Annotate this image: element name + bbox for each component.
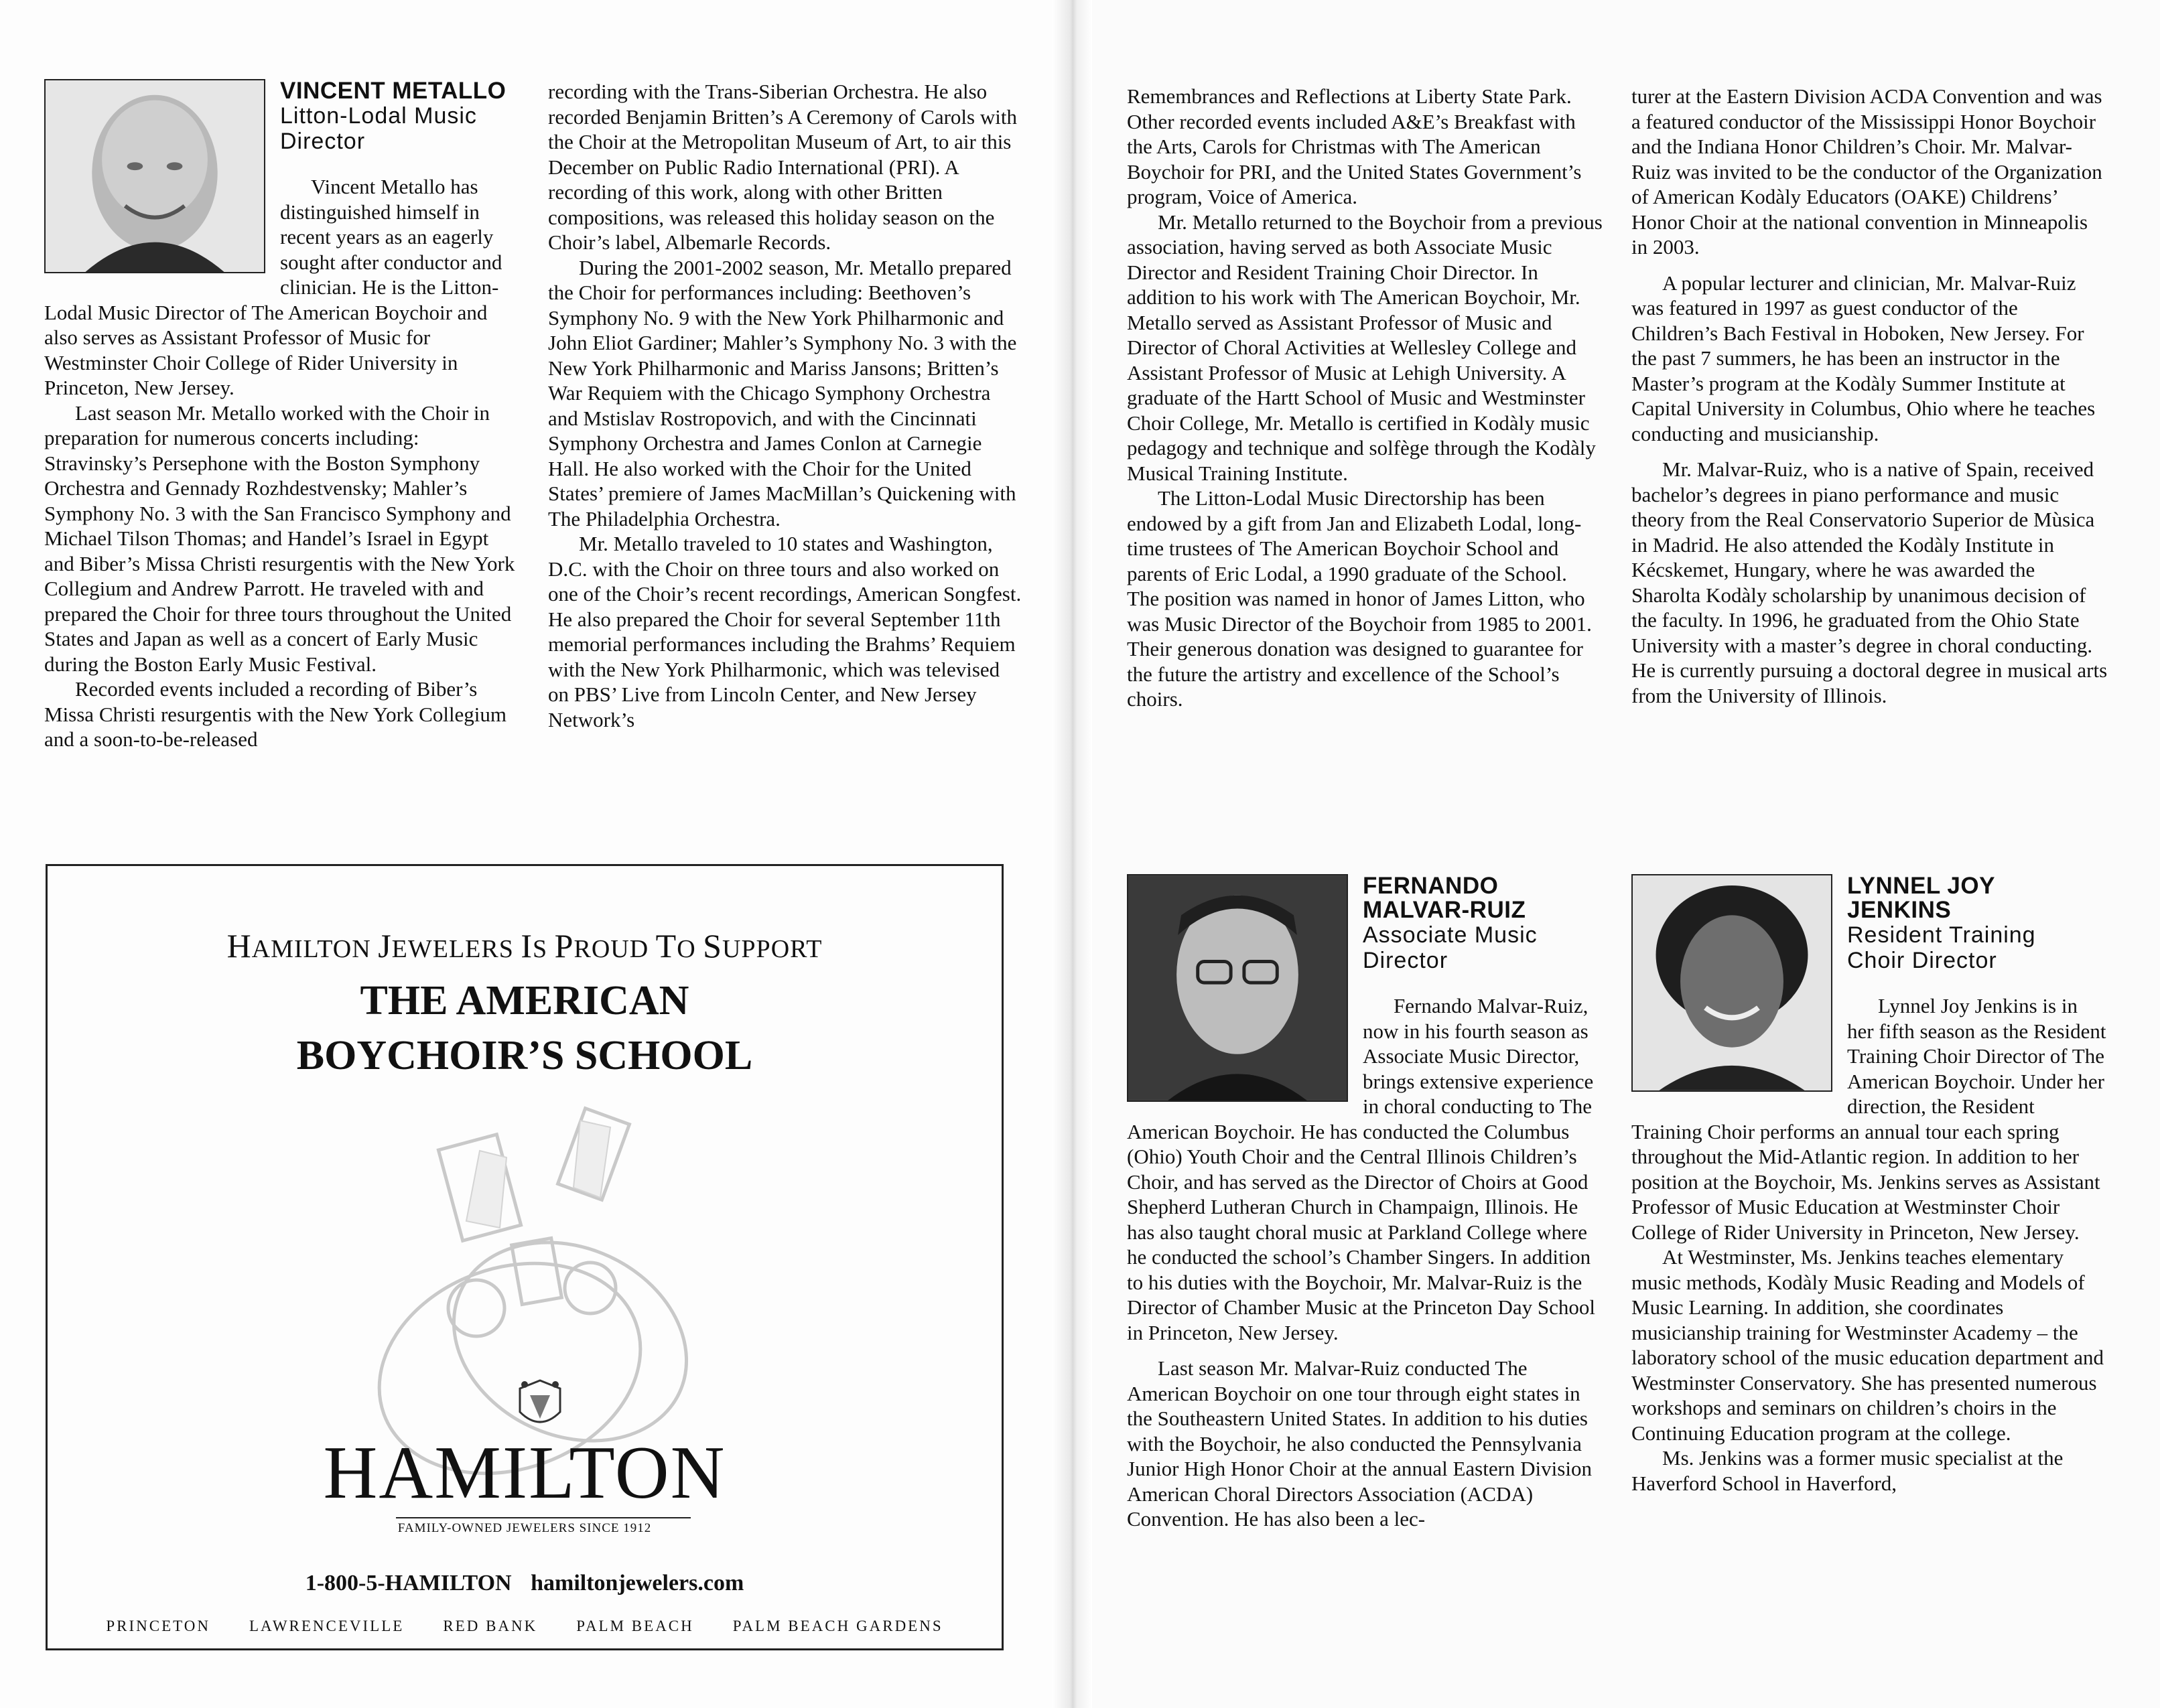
ad-brand-name: HAMILTON [323, 1431, 726, 1514]
jenkins-role-line-2: Choir Director [1847, 948, 1997, 973]
ad-h1-j: O [677, 935, 703, 963]
malvar-para-2: Last season Mr. Malvar-Ruiz conducted The American Boychoir on one tour through eight states in the Southeastern United States. In addition to his duties with the Boychoir, he also conducted the Pennsylvania Junior High Honor Choir at the annual Eastern Division American Choral Directors Association (ACDA) Convention. He has also been a lec- [1127, 1356, 1592, 1531]
portrait-image [46, 80, 264, 272]
malvar-para-5: Mr. Malvar-Ruiz, who is a native of Spain, received bachelor’s degrees in piano performance and music theory from the Real Conservatorio Superior de Mùsica in Madrid. He also attended the Kodàly Institute in Kécskemet, Hungary, where he was awarded the Sharolta Kodàly scholarship by unanimous decision of the faculty. In 1996, he graduated from the Ohio State University with a master’s degree in choral conducting. He is currently pursuing a doctoral degree in musical arts from the University of Illinois. [1631, 457, 2108, 707]
malvar-column [1127, 874, 1604, 1532]
metallo-name: VINCENT METALLO [280, 78, 507, 104]
jenkins-para-3: Ms. Jenkins was a former music specialist at the Haverford School in Haverford, [1631, 1446, 2064, 1495]
metallo-para-2: Last season Mr. Metallo worked with the Choir in preparation for numerous concerts including: Stravinsky’s Persephone with the Boston Symphony Orchestra and Gennady Rozhdestvensky; Mahler’s Symphony No. 3 with the San Francisco Symphony and Michael Tilson Thomas; and Handel’s Israel in Egypt and Biber’s Missa Christi resurgentis with the New York Collegium and Andrew Parrott. He traveled with and prepared the Choir for three tours throughout the United States and Japan as well as a concert of Early Music during the Boston Early Music Festival. [44, 401, 515, 676]
jenkins-para-2: At Westminster, Ms. Jenkins teaches elementary music methods, Kodàly Music Reading and Models of Music Learning. In addition, she coordinates musicianship training for Westminster Academy – the laboratory school of the music education department and Westminster Conservatory. She has presented numerous workshops and seminars on children’s choirs in the Continuing Education program at the college. [1631, 1245, 2104, 1445]
malvar-para-1: Fernando Malvar-Ruiz, now in his fourth season as Associate Music Director, brings extensive experience in choral conducting to The American Boychoir. He has conducted the Columbus (Ohio) Youth Choir and the Central Illinois Children’s Choir, and has served as the Director of Choirs at Good Shepherd Lutheran Church in Champaign, Illinois. He has also taught choral music at Parkland College where he conducted the school’s Chamber Singers. In addition to his duties with the Boychoir, Mr. Malvar-Ruiz is the Director of Chamber Music at the Princeton Day School in Princeton, New Jersey. [1127, 994, 1596, 1344]
metallo-photo [44, 79, 265, 273]
ad-h1-i: T [655, 927, 677, 965]
ad-h1-f: S [533, 935, 555, 963]
ad-subheadline [48, 973, 1002, 1083]
ad-h1-c: J [378, 927, 392, 965]
malvar-para-3: turer at the Eastern Division ACDA Convention and was a featured conductor of the Mississippi Honor Boychoir and the Indiana Honor Children’s Choir. Mr. Malvar-Ruiz was invited to be the conductor of the Organization of American Kodàly Educators (OAKE) Childrens’ Honor Choir at the national convention in Minneapolis in 2003. [1631, 84, 2102, 259]
jenkins-para-1: Lynnel Joy Jenkins is in her fifth season as the Resident Training Choir Director of The American Boychoir. Under her direction, the Resident Training Choir performs an annual tour each spring throughout the Mid-Atlantic region. In addition to her position at the Boychoir, Ms. Jenkins serves as Assistant Professor of Music Education at Westminster Choir College of Rider University in Princeton, New Jersey. [1631, 994, 2106, 1244]
portrait-image [1128, 875, 1347, 1100]
metallo-para-1: Vincent Metallo has distinguished himself in recent years as an eagerly sought after conductor and clinician. He is the Litton-Lodal Music Director of The American Boychoir and also serves as Assistant Professor of Music for Westminster Choir College of Rider University in Princeton, New Jersey. [44, 175, 502, 399]
ad-h1-a: H [226, 927, 252, 965]
ad-contact-line [48, 1571, 1002, 1596]
ad-location: PRINCETON [106, 1618, 210, 1634]
jenkins-column [1631, 874, 2108, 1496]
metallo-para-3: Recorded events included a recording of Biber’s Missa Christi resurgentis with the New York Collegium and a soon-to-be-released [44, 677, 507, 751]
ad-h1-h: ROUD [573, 935, 656, 963]
ad-h1-d: EWELERS [391, 935, 521, 963]
malvar-name-line-2: MALVAR-RUIZ [1363, 897, 1526, 923]
hamilton-advertisement [46, 864, 1004, 1650]
malvar-role-line-1: Associate Music [1363, 922, 1538, 948]
jenkins-name-line-1: LYNNEL JOY [1847, 873, 1995, 899]
jenkins-role-line-1: Resident Training [1847, 922, 2036, 948]
metallo-role-line-2: Director [280, 129, 366, 154]
metallo-para-7: Remembrances and Reflections at Liberty State Park. Other recorded events included A&E’s Breakfast with the Arts, Carols for Christmas with The American Boychoir for PRI, and the United States Government’s program, Voice of America. [1127, 84, 1582, 208]
metallo-para-9: The Litton-Lodal Music Directorship has been endowed by a gift from Jan and Elizabeth Lodal, long-time trustees of The American Boychoir School and parents of Eric Lodal, a 1990 graduate of the School. The position was named in honor of James Litton, who was Music Director of the Boychoir from 1985 to 2001. Their generous donation was designed to guarantee for the future the artistry and excellence of the School’s choirs. [1127, 486, 1592, 711]
right-column-1-top [1127, 84, 1604, 712]
metallo-column-1 [44, 79, 517, 752]
ad-headline [48, 926, 1002, 965]
ad-h1-b: AMILTON [251, 935, 379, 963]
malvar-role-line-2: Director [1363, 948, 1448, 973]
metallo-para-8: Mr. Metallo returned to the Boychoir from a previous association, having served as both Associate Music Director and Resident Training Choir Director. In addition to his work with The American Boychoir, Mr. Metallo served as Assistant Professor of Music and Director of Choral Activities at Wellesley College and Assistant Professor of Music at Lehigh University. A graduate of the Hartt School of Music and Westminster Choir College, Mr. Metallo is certified in Kodàly music pedagogy and technique and solfège through the Kodàly Musical Training Institute. [1127, 210, 1603, 485]
ad-h1-k: S [703, 927, 722, 965]
ad-location: PALM BEACH GARDENS [732, 1618, 943, 1634]
ad-divider [396, 1517, 691, 1518]
malvar-photo [1127, 874, 1348, 1102]
ad-phone: 1-800-5-HAMILTON [305, 1571, 512, 1595]
ad-location: LAWRENCEVILLE [249, 1618, 405, 1634]
malvar-para-4: A popular lecturer and clinician, Mr. Malvar-Ruiz was featured in 1997 as guest conductor of the Children’s Bach Festival in Hoboken, New Jersey. For the past 7 summers, he has been an instructor in the Master’s program at the Kodàly Summer Institute at Capital University in Columbus, Ohio where he teaches conducting and musicianship. [1631, 271, 2096, 445]
ad-tagline: FAMILY-OWNED JEWELERS SINCE 1912 [397, 1521, 652, 1535]
ad-location: RED BANK [443, 1618, 538, 1634]
ad-h1-l: UPPORT [722, 935, 823, 963]
right-column-2-top [1631, 84, 2108, 708]
metallo-column-2 [548, 79, 1025, 732]
ad-website: hamiltonjewelers.com [531, 1571, 744, 1595]
metallo-para-4: recording with the Trans-Siberian Orchestra. He also recorded Benjamin Britten’s A Ceremony of Carols with the Choir at the Metropolitan Museum of Art, to air this December on Public Radio International (PRI). A recording of this work, along with other Britten compositions, was released this holiday season on the Choir’s label, Albemarle Records. [548, 80, 1017, 254]
ad-h1-g: P [554, 927, 574, 965]
portrait-image [1633, 875, 1831, 1090]
ad-location: PALM BEACH [576, 1618, 694, 1634]
ad-subheadline-line-1: THE AMERICAN [360, 978, 689, 1023]
metallo-para-5: During the 2001-2002 season, Mr. Metallo prepared the Choir for performances including: Beethoven’s Symphony No. 9 with the New York Philharmonic and John Eliot Gardiner; Mahler’s Symphony No. 3 with the New York Philharmonic and Mariss Jansons; Britten’s War Requiem with the Chicago Symphony Orchestra and Mstislav Rostropovich, and with the Cincinnati Symphony Orchestra and James Conlon at Carnegie Hall. He also worked with the Choir for the United States’ premiere of James MacMillan’s Quickening with The Philadelphia Orchestra. [548, 255, 1017, 530]
metallo-role-line-1: Litton-Lodal Music [280, 103, 477, 129]
jenkins-photo [1631, 874, 1832, 1092]
metallo-para-6: Mr. Metallo traveled to 10 states and Washington, D.C. with the Choir on three tours and also worked on one of the Choir’s recent recordings, American Songfest. He also prepared the Choir for several September 11th memorial performances including the Brahms’ Requiem with the New York Philharmonic, which was televised on PBS’ Live from Lincoln Center, and New Jersey Network’s [548, 532, 1022, 731]
ad-subheadline-line-2: BOYCHOIR’S SCHOOL [296, 1033, 753, 1078]
ad-locations [48, 1618, 1002, 1635]
page-gutter [1052, 0, 1092, 1708]
crest-icon [510, 1375, 570, 1435]
malvar-name-line-1: FERNANDO [1363, 873, 1499, 899]
jenkins-name-line-2: JENKINS [1847, 897, 1952, 923]
ad-h1-e: I [521, 927, 533, 965]
